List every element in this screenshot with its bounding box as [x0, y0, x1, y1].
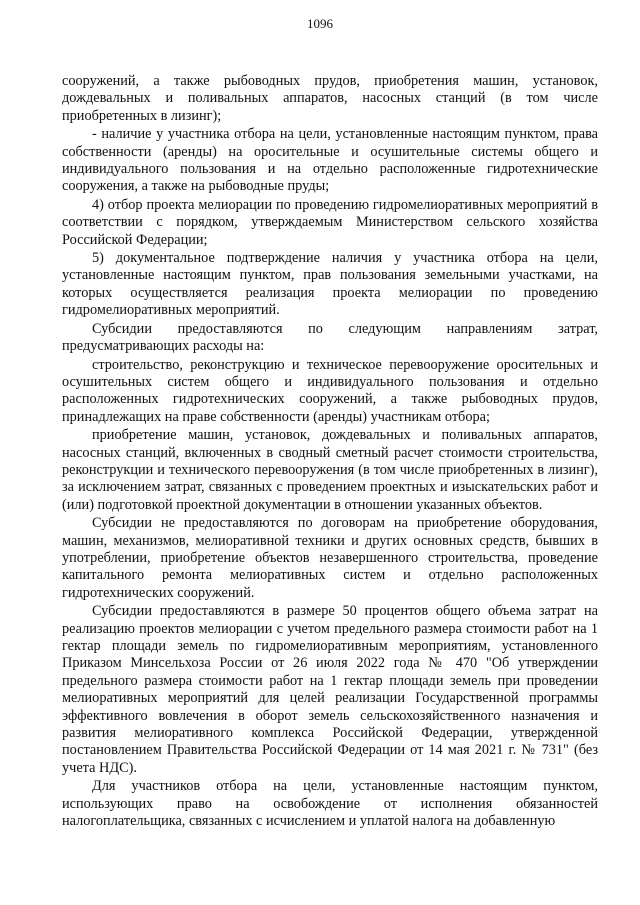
page-number: 1096 — [307, 16, 333, 31]
paragraph-item-5: 5) документальное подтверждение наличия у участника отбора на цели, установленные настоящим пунктом, прав пользования земельными участками, на которых осуществляется реализация проекта мелиорации по проведению гидромелиоративных мероприятий. — [62, 250, 598, 319]
paragraph-continuation: сооружений, а также рыбоводных прудов, приобретения машин, установок, дождевальных и поливальных аппаратов, насосных станций (в том числе приобретенных в лизинг); — [62, 73, 598, 124]
paragraph-exclusions: Субсидии не предоставляются по договорам на приобретение оборудования, машин, механизмов, мелиоративной техники и других основных средств, бывших в употреблении, приобретение объектов незавершенного строительства, проведение капитального ремонта мелиоративных систем и отдельно расположенных гидротехнических сооружений. — [62, 515, 598, 601]
paragraph-item-4: 4) отбор проекта мелиорации по проведению гидромелиоративных мероприятий в соответствии с порядком, утверждаемым Министерством сельского хозяйства Российской Федерации; — [62, 196, 598, 248]
paragraph-equipment-purchase: приобретение машин, установок, дождевальных и поливальных аппаратов, насосных станций, включенных в сводный сметный расчет стоимости строительства, реконструкции и технического перевооружения (в том числе приобретенных в лизинг), за исключением затрат, связанных с проведением проектных и изыскательских работ и (или) подготовкой проектной документации в отношении указанных объектов. — [62, 427, 598, 513]
document-body — [62, 73, 598, 831]
paragraph-vat-exemption: Для участников отбора на цели, установленные настоящим пунктом, использующих право на освобождение от исполнения обязанностей налогоплательщика, связанных с исчислением и уплатой налога на добавленную — [62, 778, 598, 830]
paragraph-construction: строительство, реконструкцию и техническое перевооружение оросительных и осушительных систем общего и индивидуального пользования и отдельно расположенных гидротехнических сооружений, а также рыбоводных прудов, принадлежащих на праве собственности (аренды) участникам отбора; — [62, 356, 598, 425]
paragraph-subsidy-directions: Субсидии предоставляются по следующим направлениям затрат, предусматривающих расходы на: — [62, 320, 598, 355]
paragraph-subsidy-amount: Субсидии предоставляются в размере 50 процентов общего объема затрат на реализацию проектов мелиорации с учетом предельного размера стоимости работ на 1 гектар площади земель по гидромелиоративным мероприятиям, установленного Приказом Минсельхоза России от 26 июля 2022 года № 470 "Об утверждении предельного размера стоимости работ на 1 гектар площади земель при проведении мелиоративных мероприятий для целей реализации Государственной программы эффективного вовлечения в оборот земель сельскохозяйственного назначения и развития мелиоративного комплекса Российской Федерации, утвержденной постановлением Правительства Российской Федерации от 14 мая 2021 г. № 731" (без учета НДС). — [62, 603, 598, 776]
paragraph-ownership-condition: - наличие у участника отбора на цели, установленные настоящим пунктом, права собственности (аренды) на оросительные и осушительные системы общего и индивидуального пользования и на отдельно расположенные гидротехнические сооружения, а также на рыбоводные пруды; — [62, 126, 598, 195]
